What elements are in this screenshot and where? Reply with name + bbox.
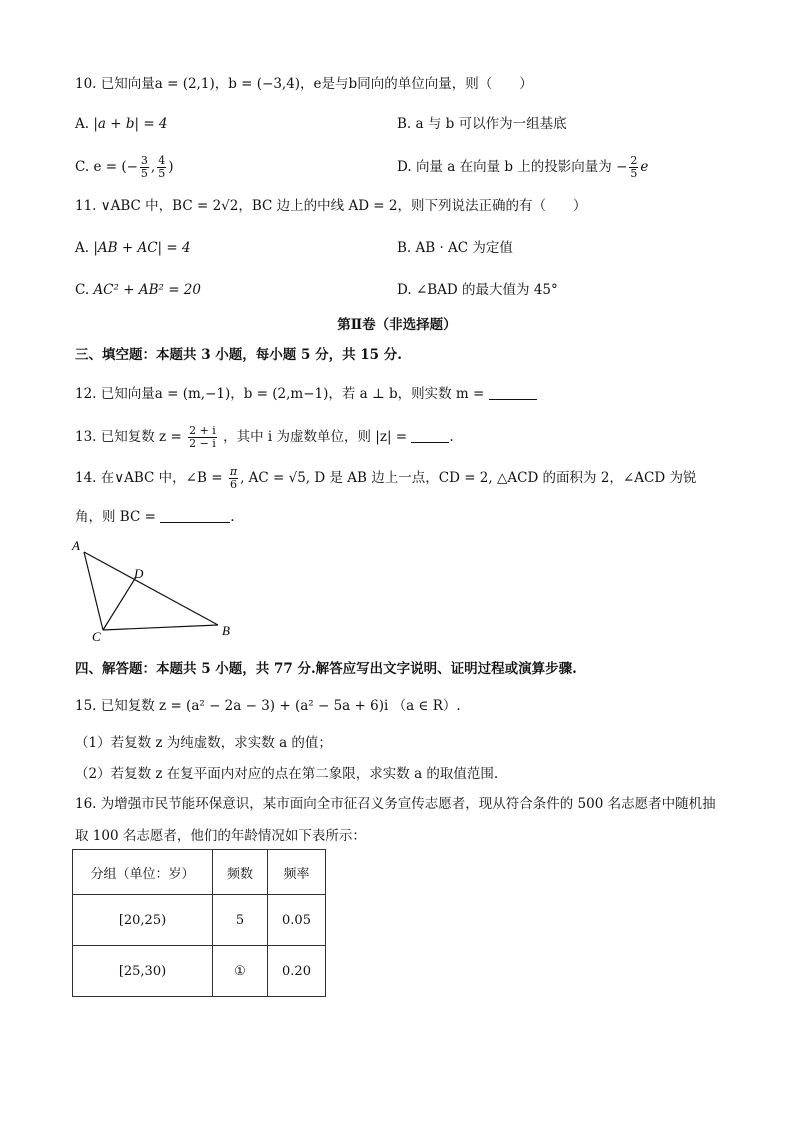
option-label: B. — [397, 240, 412, 256]
fraction: $\frac{2 + i}{2 - i}$ — [189, 424, 216, 450]
vertex-c-label: C — [92, 629, 101, 644]
table-cell: 5 — [213, 895, 268, 946]
answer-blank — [160, 508, 230, 523]
q11-stem: 11. ∨ABC 中，BC = 2√2，BC 边上的中线 AD = 2，则下列说法正确的有（ ） — [75, 198, 587, 214]
fraction: $\frac{\pi}{6}$ — [229, 465, 238, 491]
q15-part1: （1）若复数 z 为纯虚数，求实数 a 的值； — [75, 735, 332, 751]
table-header: 分组（单位：岁） — [73, 850, 213, 895]
table-cell: 0.20 — [268, 946, 326, 997]
table-header: 频率 — [268, 850, 326, 895]
table-cell: [20,25) — [73, 895, 213, 946]
table-row — [73, 895, 326, 946]
option-label: D. — [397, 282, 412, 298]
vertex-b-label: B — [222, 623, 230, 638]
table-header: 频数 — [213, 850, 268, 895]
q13-text-post: ，其中 i 为虚数单位，则 |z| = — [223, 429, 408, 445]
vertex-d-label: D — [134, 566, 144, 581]
table-cell: [25,30) — [73, 946, 213, 997]
option-text-pre: 向量 a 在向量 b 上的投影向量为 − — [415, 159, 628, 175]
option-text: AB · AC 为定值 — [415, 240, 513, 256]
q14-text: 角，则 BC = — [75, 509, 156, 525]
option-label: B. — [397, 116, 412, 132]
option-label: C. — [75, 159, 90, 175]
triangle-figure — [68, 535, 248, 645]
option-label: A. — [75, 116, 90, 132]
side-cb — [103, 625, 218, 630]
q13-text-pre: 13. 已知复数 z = — [75, 429, 182, 445]
table-row — [73, 946, 326, 997]
option-text-post: e — [640, 159, 649, 175]
table-cell: ① — [213, 946, 268, 997]
q12-text: 12. 已知向量a = (m,−1)，b = (2,m−1)，若 a ⊥ b，则实数 m = — [75, 386, 485, 402]
q11-option-d — [397, 280, 558, 300]
q13: 13. 已知复数 z = $\frac{2 + i}{2 - i}$ ，其中 i 为虚数单位，则 |z| = . — [75, 424, 454, 450]
option-label: A. — [75, 240, 90, 256]
segment-cd — [103, 577, 136, 630]
option-label: C. — [75, 282, 90, 298]
answer-blank — [489, 385, 537, 400]
q14-end: . — [230, 509, 235, 525]
option-text: a 与 b 可以作为一组基底 — [415, 116, 567, 132]
option-label: D. — [397, 159, 412, 175]
q16-line2: 取 100 名志愿者，他们的年龄情况如下表所示： — [75, 828, 366, 844]
q11-option-c — [75, 280, 201, 300]
answer-blank — [411, 428, 449, 443]
q12 — [75, 384, 537, 404]
side-ab — [84, 552, 218, 625]
q14-line1 — [75, 466, 696, 491]
q14-text-post: , AC = √5, D 是 AB 边上一点，CD = 2, △ACD 的面积为 2，∠ACD 为锐 — [240, 470, 697, 486]
vertex-a-label: A — [72, 538, 80, 553]
option-text: |AB + AC| = 4 — [93, 240, 191, 256]
option-text-post: ) — [168, 159, 174, 175]
frequency-table — [72, 849, 326, 997]
table-header-row — [73, 850, 326, 895]
option-text: AC² + AB² = 20 — [93, 282, 201, 298]
side-ac — [84, 552, 103, 630]
q11-option-b — [397, 238, 513, 258]
fraction: $\frac{2}{5}$ — [630, 154, 638, 180]
table-cell: 0.05 — [268, 895, 326, 946]
q10-option-d — [397, 155, 648, 180]
q11-option-a — [75, 238, 191, 258]
q16-line1: 16. 为增强市民节能环保意识，某市面向全市征召义务宣传志愿者，现从符合条件的 500 名志愿者中随机抽 — [75, 796, 716, 812]
q14-line2 — [75, 507, 235, 527]
fraction: $\frac{4}{5}$ — [158, 154, 166, 180]
part-title: 第Ⅱ卷（非选择题） — [337, 317, 457, 333]
option-text: ∠BAD 的最大值为 45° — [415, 282, 558, 298]
fraction: $\frac{3}{5}$ — [140, 154, 148, 180]
q15: 15. 已知复数 z = (a² − 2a − 3) + (a² − 5a + 6)i （a ∈ R）. — [75, 698, 461, 714]
q15-part2: （2）若复数 z 在复平面内对应的点在第二象限，求实数 a 的取值范围. — [75, 766, 499, 782]
q10-option-a — [75, 114, 168, 134]
q10-option-c: C. e = (− $\frac{3}{5}$ , $\frac{4}{5}$ ) — [75, 154, 174, 180]
option-text: |a + b| = 4 — [93, 116, 168, 132]
q10-option-b — [397, 114, 567, 134]
q14-text-pre: 14. 在∨ABC 中，∠B = — [75, 470, 223, 486]
section-solutions: 四、解答题：本题共 5 小题，共 77 分.解答应写出文字说明、证明过程或演算步骤. — [75, 661, 577, 677]
option-text-pre: e = (− — [93, 159, 138, 175]
q10-stem: 10. 已知向量a = (2,1)，b = (−3,4)，e是与b同向的单位向量，则（ ） — [75, 76, 533, 92]
section-fill-in: 三、填空题：本题共 3 小题，每小题 5 分，共 15 分. — [75, 347, 402, 363]
